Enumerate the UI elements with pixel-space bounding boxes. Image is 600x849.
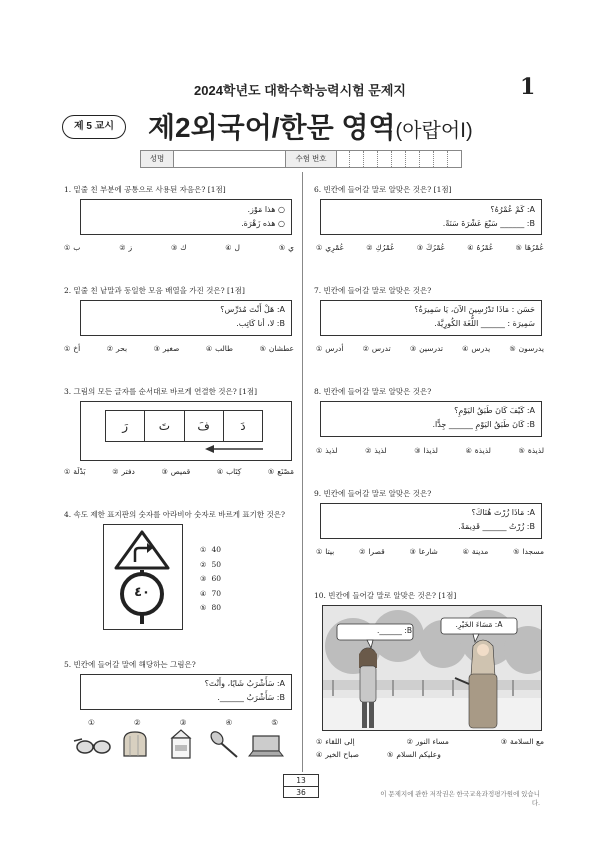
q3-card-2: تَ bbox=[145, 411, 184, 441]
q9-choice-1[interactable]: ① بيتا bbox=[316, 547, 335, 556]
q2-choice-4[interactable]: ④ طالب bbox=[205, 344, 234, 353]
q4-choice-1[interactable]: ① 40 bbox=[200, 545, 222, 554]
q7-title: 7. 빈칸에 들어갈 말로 알맞은 것은? bbox=[314, 286, 432, 295]
q10-title: 10. 빈칸에 들어갈 말로 알맞은 것은? [1점] bbox=[314, 591, 457, 600]
copyright-notice: 이 문제지에 관한 저작권은 한국교육과정평가원에 있습니다. bbox=[380, 791, 540, 807]
q1-dialog bbox=[100, 203, 285, 230]
q6-dialog bbox=[340, 203, 535, 230]
q1-line-1: ○ هذا مَوْز. bbox=[247, 205, 285, 214]
name-label: 성명 bbox=[141, 151, 174, 167]
q9-choice-5[interactable]: ⑤ مسجدا bbox=[513, 547, 544, 556]
q10-choice-1[interactable]: ① إلى اللقاء bbox=[316, 737, 355, 746]
q9-choice-3[interactable]: ③ شارعا bbox=[409, 547, 438, 556]
q8-line-1: A: كَيْفَ كَانَ طَبَقُ اليَوْمِ؟ bbox=[454, 406, 535, 415]
q3-card-4: دَ bbox=[240, 419, 246, 433]
id-strip bbox=[140, 150, 462, 168]
q1-choice-5[interactable]: ⑤ ي bbox=[278, 243, 294, 252]
q9-dialog bbox=[340, 506, 535, 533]
sign-number: ٤٠ bbox=[134, 585, 150, 600]
q6-choice-4[interactable]: ④ عُمْرُهُ bbox=[467, 243, 494, 252]
q4-choices bbox=[200, 543, 221, 616]
q1-line-2: ○ هذه زَهْرَة. bbox=[241, 218, 285, 228]
q2-choice-3[interactable]: ③ صغير bbox=[153, 344, 180, 353]
q8-choices bbox=[316, 446, 544, 455]
q2-choice-2[interactable]: ② بحر bbox=[106, 344, 128, 353]
q6-line-2: B: ______ سَبْعَ عَشْرَةَ سَنَةً. bbox=[442, 218, 535, 228]
page-fraction bbox=[283, 774, 319, 798]
q1-choices bbox=[64, 243, 294, 252]
q7-choice-1[interactable]: ① أدرس bbox=[316, 344, 344, 353]
q1-choice-3[interactable]: ③ ك bbox=[170, 243, 187, 252]
q5-line-2: B: سَأَشْرَبُ ______. bbox=[217, 692, 285, 702]
q2-title: 2. 밑줄 친 낱말과 동일한 모음 배열을 가진 것은? [1점] bbox=[64, 286, 245, 295]
q7-choice-5[interactable]: ⑤ يدرسون bbox=[509, 344, 544, 353]
q9-line-2: B: زُرْتُ ______ قَدِيمَةً. bbox=[458, 521, 535, 531]
q7-choice-4[interactable]: ④ يدرس bbox=[462, 344, 491, 353]
q1-title: 1. 밑줄 친 부분에 공통으로 사용된 자음은? [1점] bbox=[64, 185, 226, 194]
q10-choice-4[interactable]: ④ صباح الخير bbox=[316, 750, 360, 759]
bubble-b-text: .______ :B bbox=[377, 626, 412, 635]
q6-choice-1[interactable]: ① عُمْرِي bbox=[316, 243, 345, 252]
q9-title: 9. 빈칸에 들어갈 말로 알맞은 것은? bbox=[314, 489, 432, 498]
q7-choice-2[interactable]: ② تدرس bbox=[362, 344, 391, 353]
milk-icon[interactable] bbox=[168, 728, 194, 760]
q2-line-1: A: هَلْ أَنْتَ مُدَرِّس؟ bbox=[220, 305, 285, 314]
id-label: 수험 번호 bbox=[285, 151, 337, 167]
subject-sub: (아랍어Ⅰ) bbox=[395, 120, 473, 142]
q1-choice-2[interactable]: ② ز bbox=[119, 243, 133, 252]
q4-choice-5[interactable]: ⑤ 80 bbox=[200, 603, 222, 613]
bread-icon[interactable] bbox=[120, 730, 150, 758]
q3-choice-5[interactable]: ⑤ مَصْنَع bbox=[267, 467, 294, 476]
q3-card-strip bbox=[105, 410, 263, 442]
q6-line-1: A: كَمْ عُمْرُهُ؟ bbox=[490, 205, 535, 214]
q2-line-2: B: لا، أنا كَاتِب. bbox=[236, 318, 285, 328]
q5-choice-3[interactable]: ③ bbox=[179, 718, 187, 727]
id-field[interactable] bbox=[336, 151, 461, 167]
q6-choice-2[interactable]: ② عُمْرُكِ bbox=[366, 243, 395, 252]
q3-arrow-icon bbox=[205, 444, 265, 454]
q5-choice-1[interactable]: ① bbox=[88, 718, 95, 727]
q9-choice-2[interactable]: ② قصرا bbox=[359, 547, 385, 556]
period-badge bbox=[62, 115, 126, 139]
bubble-a-text: A: مَسَاءَ الخَيْرِ. bbox=[455, 620, 503, 629]
q8-title: 8. 빈칸에 들어갈 말로 알맞은 것은? bbox=[314, 387, 432, 396]
q2-choices bbox=[64, 344, 294, 353]
q3-title: 3. 그림의 모든 글자를 순서대로 바르게 연결한 것은? [1점] bbox=[64, 387, 258, 396]
q9-choice-4[interactable]: ④ مدينة bbox=[462, 547, 489, 556]
q3-choice-1[interactable]: ① بَدْلَة bbox=[64, 467, 86, 476]
q5-choice-5[interactable]: ⑤ bbox=[271, 718, 278, 727]
laptop-icon[interactable] bbox=[248, 734, 284, 758]
q5-choice-numbers bbox=[88, 718, 278, 727]
q8-choice-4[interactable]: ④ لذيذة bbox=[465, 446, 491, 455]
q8-dialog bbox=[340, 404, 535, 431]
page-fraction-bottom: 36 bbox=[296, 788, 306, 797]
q10-choice-5[interactable]: ⑤ وعليكم السلام bbox=[387, 750, 441, 759]
q5-choice-2[interactable]: ② bbox=[133, 718, 141, 727]
q6-choice-3[interactable]: ③ عُمْرُكَ bbox=[416, 243, 446, 252]
q2-dialog bbox=[100, 303, 285, 330]
q9-line-1: A: مَاذَا زُرْتَ هُنَاكَ؟ bbox=[471, 508, 535, 517]
q4-choice-3[interactable]: ③ 60 bbox=[200, 574, 222, 584]
q10-choices bbox=[316, 737, 544, 759]
q7-choice-3[interactable]: ③ تدرسين bbox=[409, 344, 444, 353]
page-number: 1 bbox=[520, 74, 536, 100]
q3-card-1: رَ bbox=[106, 411, 145, 441]
road-sign-icon bbox=[113, 530, 171, 624]
q8-choice-1[interactable]: ① لذيذ bbox=[316, 446, 338, 455]
q7-line-1: حَسَن : مَاذَا تَدْرُسِينَ الآنَ، يَا سَمِيرَةُ؟ bbox=[414, 305, 535, 314]
q8-choice-3[interactable]: ③ لذيذا bbox=[414, 446, 438, 455]
q8-choice-2[interactable]: ② لذيذ bbox=[365, 446, 387, 455]
q2-choice-5[interactable]: ⑤ عطشان bbox=[259, 344, 294, 353]
glasses-icon[interactable] bbox=[72, 735, 112, 755]
q6-title: 6. 빈칸에 들어갈 말로 알맞은 것은? [1점] bbox=[314, 185, 452, 194]
q8-line-2: B: كَانَ طَبَقُ اليَوْمِ ______ جِدًّا. bbox=[432, 419, 535, 429]
spoon-icon[interactable] bbox=[210, 730, 240, 760]
page-fraction-top: 13 bbox=[284, 775, 318, 787]
q9-choices bbox=[316, 547, 544, 556]
q3-choice-3[interactable]: ③ قميص bbox=[161, 467, 191, 476]
q1-choice-1[interactable]: ① ب bbox=[64, 243, 81, 252]
q1-choice-4[interactable]: ④ ل bbox=[225, 243, 240, 252]
q7-dialog bbox=[330, 303, 535, 330]
q3-card-3: فَ bbox=[185, 411, 224, 441]
q5-line-1: A: سَأَشْرَبُ شَايًا، وأَنْتَ؟ bbox=[204, 679, 285, 688]
q7-line-2: سَمِيرَة : ______ اللُّغَةَ الكُورِيَّةَ. bbox=[434, 318, 535, 328]
q5-title: 5. 빈칸에 들어갈 말에 해당하는 그림은? bbox=[64, 660, 196, 669]
q8-choice-5[interactable]: ⑤ لذيذة bbox=[518, 446, 544, 455]
period-label: 제 5 교시 bbox=[73, 121, 115, 132]
exam-title: 2024학년도 대학수학능력시험 문제지 bbox=[194, 83, 406, 98]
q4-choice-2[interactable]: ② 50 bbox=[200, 559, 222, 569]
q3-choices bbox=[64, 467, 294, 476]
q10-choice-3[interactable]: ③ مع السلامة bbox=[500, 737, 544, 746]
q5-choice-4[interactable]: ④ bbox=[225, 718, 233, 727]
q3-choice-2[interactable]: ② دفتر bbox=[112, 467, 135, 476]
name-field[interactable] bbox=[174, 151, 284, 167]
q5-dialog bbox=[100, 677, 285, 704]
subject-main: 제2외국어/한문 영역 bbox=[148, 112, 396, 143]
q6-choices bbox=[316, 243, 544, 252]
column-divider bbox=[302, 172, 303, 772]
q6-choice-5[interactable]: ⑤ عُمْرُهَا bbox=[515, 243, 544, 252]
q4-choice-4[interactable]: ④ 70 bbox=[200, 588, 222, 598]
q7-choices bbox=[316, 344, 544, 353]
q4-title: 4. 속도 제한 표지판의 숫자를 아라비아 숫자로 바르게 표기한 것은? bbox=[64, 510, 286, 519]
q10-choice-2[interactable]: ② مساء النور bbox=[406, 737, 449, 746]
q3-choice-4[interactable]: ④ كِتَاب bbox=[216, 467, 242, 476]
subject-title bbox=[148, 106, 473, 146]
q2-choice-1[interactable]: ① أخ bbox=[64, 344, 81, 353]
